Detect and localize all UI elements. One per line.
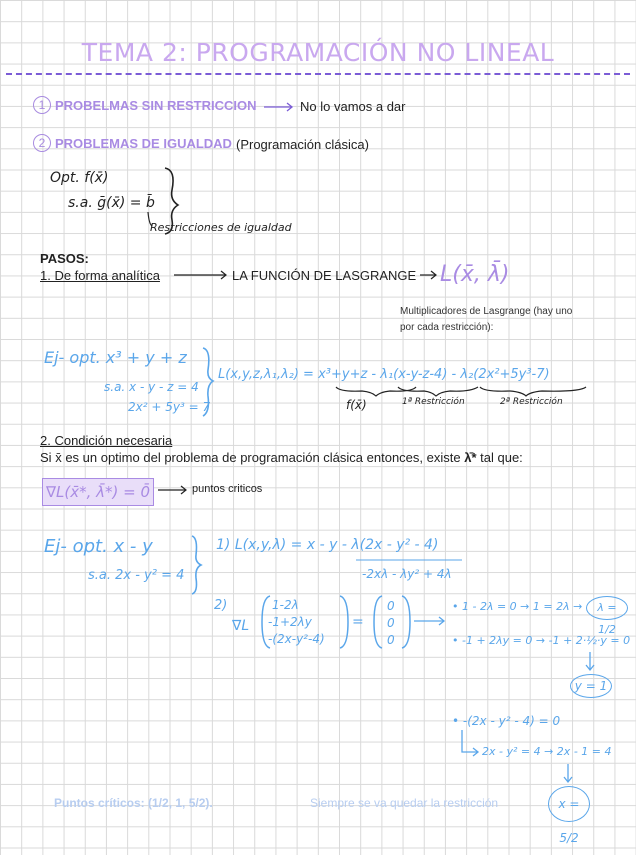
formulation-constraint: s.a. ḡ(x̄) = b̄ [68, 195, 155, 211]
example-1-constraint-2: 2x² + 5y³ = 7 [128, 400, 211, 414]
matrix-row-3: -(2x-y²-4) [268, 632, 325, 646]
example-1-objective: Ej- opt. x³ + y + z [44, 348, 187, 367]
equation-1: • 1 - 2λ = 0 → 1 = 2λ → [452, 600, 583, 613]
page-title: TEMA 2: PROGRAMACIÓN NO LINEAL [81, 38, 555, 67]
equation-3: • -(2x - y² - 4) = 0 [452, 714, 561, 728]
section-1-note: No lo vamos a dar [300, 99, 406, 114]
result-lambda: λ = 1/2 [586, 596, 628, 620]
lagrange-symbol: L(x̄, λ̄) [440, 262, 510, 287]
example-2-objective: Ej- opt. x - y [44, 536, 153, 557]
matrix-row-2: -1+2λy [268, 615, 312, 629]
step-2-label: 2. Condición necesaria [40, 433, 173, 448]
multipliers-note: Multiplicadores de Lasgrange (hay uno por cada restricción): [400, 306, 573, 333]
section-1-label: PROBELMAS SIN RESTRICCION [55, 98, 257, 113]
step-2-text-a: Si [40, 450, 52, 465]
example-1-constraint-1: s.a. x - y - z = 4 [104, 380, 199, 394]
result-y: y = 1 [570, 674, 612, 698]
label-objective: f(x̄) [346, 398, 367, 412]
section-number-1: 1 [33, 96, 51, 114]
gradient-note: puntos criticos [192, 483, 263, 495]
equation-2: • -1 + 2λy = 0 → -1 + 2·½·y = 0 [452, 634, 631, 647]
example-1-lagrangian: L(x,y,z,λ₁,λ₂) = x³+y+z - λ₁(x-y-z-4) - λ₂(2x²+5y³-7) [218, 367, 550, 382]
equation-4: 2x - y² = 4 → 2x - 1 = 4 [482, 745, 612, 758]
step-1-text: LA FUNCIÓN DE LASGRANGE [232, 268, 417, 283]
label-restriction-2: 2ª Restricción [500, 397, 563, 407]
gradient-symbol: ∇L [232, 618, 250, 634]
zero-vector-3: 0 [387, 633, 395, 647]
section-2-label: PROBLEMAS DE IGUALDAD [55, 136, 232, 151]
equals-sign: = [352, 614, 364, 630]
example-2-step-2: 2) [214, 598, 228, 613]
section-number-2: 2 [33, 134, 51, 152]
example-2-lagrangian: 1) L(x,y,λ) = x - y - λ(2x - y² - 4) [216, 537, 439, 553]
restriction-note: Siempre se va quedar la restricción [310, 796, 499, 810]
step-2-text-b: es un optimo del problema de programación clásica entonces, existe [65, 450, 461, 465]
step-2-text-c: tal que: [480, 450, 523, 465]
gradient-condition-box: ∇L(x̄*, λ̄*) = 0̄ [42, 478, 154, 506]
step-2-xbar: x̄ [55, 450, 62, 465]
zero-vector-1: 0 [387, 599, 395, 613]
steps-header: PASOS: [40, 251, 89, 266]
critical-points: Puntos críticos: (1/2, 1, 5/2). [54, 796, 213, 810]
result-x: x = 5/2 [548, 786, 590, 822]
formulation-objective: Opt. f(x̄) [50, 170, 109, 186]
zero-vector-2: 0 [387, 616, 395, 630]
step-2-lambda-star: λ̄* [464, 450, 477, 465]
example-2-constraint: s.a. 2x - y² = 4 [88, 568, 185, 583]
example-2-lagrangian-expanded: -2xλ - λy² + 4λ [362, 567, 452, 581]
formulation-note: Restricciones de igualdad [150, 221, 292, 234]
label-restriction-1: 1ª Restricción [402, 397, 465, 407]
step-1-label: 1. De forma analítica [40, 268, 160, 283]
section-2-note: (Programación clásica) [236, 137, 369, 152]
matrix-row-1: 1-2λ [272, 598, 299, 612]
